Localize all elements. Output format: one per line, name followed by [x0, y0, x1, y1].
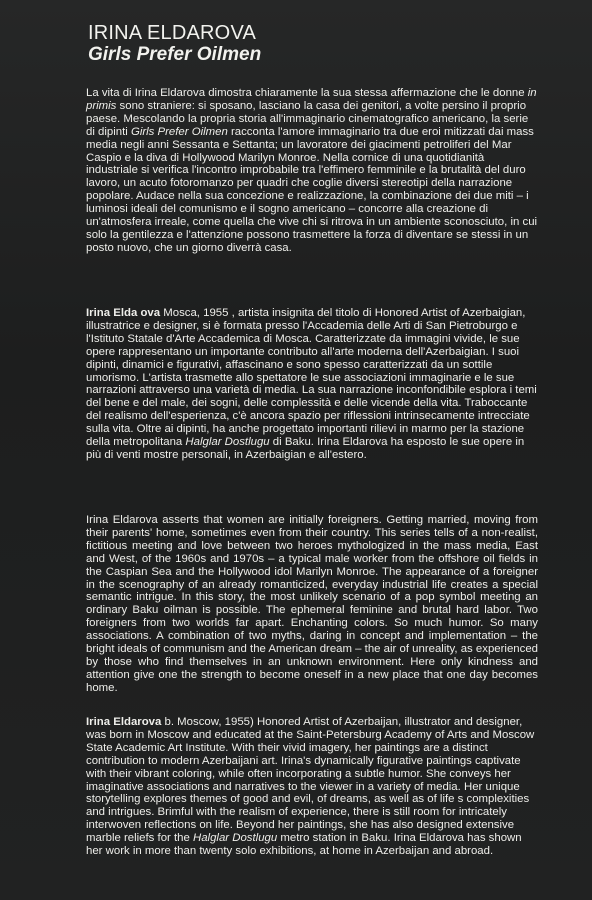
english-bio-paragraph: [86, 716, 538, 858]
it-intro-text-1: La vita di Irina Eldarova dimostra chiaramente la sua stessa affermazione che le donne: [86, 87, 528, 99]
series-subtitle: Girls Prefer Oilmen: [88, 44, 262, 65]
it-bio-text-1: Mosca, 1955 , artista insignita del titolo di Honored Artist of Azerbaigian, illustratrice e designer, si è formata presso l'Accademia delle Arti di San Pietroburgo e l'Istituto Statale d'Arte Accademica di Mosca. Caratterizzate da immagini vivide, le sue opere rappresentano un importante contributo all'arte moderna dell'Azerbaigian. I suoi dipinti, dinamici e figurativi, affascinano e sono spesso caratterizzati da un sottile umorismo. L'artista trasmette allo spettatore le sue associazioni immaginarie e le sue narrazioni attraverso una varietà di media. La sua narrazione inconfondibile esplora i temi del bene e del male, dei sogni, delle complessità e delle vicende della vita. Traboccante del realismo dell'esperienza, c'è ancora spazio per riflessioni intrinsecamente intrecciate sulla vita. Oltre ai dipinti, ha anche progettato importanti rilievi in marmo per la stazione della metropolitana: [86, 307, 537, 449]
italian-intro-paragraph: [86, 87, 538, 255]
en-bio-metro-name: Halglar Dostlugu: [193, 832, 278, 845]
artist-name-title: IRINA ELDAROVA: [88, 22, 257, 44]
en-bio-text-1: b. Moscow, 1955) Honored Artist of Azerbaijan, illustrator and designer, was born in Moscow and educated at the Saint-Petersburg Academy of Arts and Moscow State Academic Art Institute. With their vivid imagery, her paintings are a distinct contribution to modern Azerbaijani art. Irina's dynamically figurative paintings captivate with their vibrant coloring, while often incorporating a subtle humor. She conveys her imaginative associations and narratives to the viewer in a variety of media. Her unique storytelling explores themes of good and evil, of dreams, as well as of life s complexities and intrigues. Brimful with the realism of experience, there is still room for intricately interwoven reflections on life. Beyond her paintings, she has also designed extensive marble reliefs for the: [86, 716, 535, 845]
it-bio-name: Irina Elda ova: [86, 307, 161, 319]
it-intro-text-2: sono straniere: si sposano, lasciano la casa dei genitori, a volte persino il proprio paese. Mescolando la propria storia all'immaginario cinematografico americano, la serie di dipinti: [86, 99, 529, 138]
it-intro-italic-1: in primis: [86, 87, 537, 112]
it-intro-series-title: Girls Prefer Oilmen: [130, 125, 228, 138]
it-bio-text-2: di Baku. Irina Eldarova ha esposto le sue opere in più di venti mostre personali, in Azerbaigian e all'estero.: [86, 436, 525, 461]
it-bio-metro-name: Halglar Dostlugu: [185, 436, 270, 449]
italian-bio-paragraph: [86, 307, 538, 462]
english-intro-paragraph: Irina Eldarova asserts that women are initially foreigners. Getting married, moving from their parents' home, sometimes even from their country. This series tells of a non-realist, fictitious meeting and love between two heroes mythologized in the mass media, East and West, of the 1960s and 1970s – a typical male worker from the offshore oil fields in the Caspian Sea and the Hollywood idol Marilyn Monroe. The appearance of a foreigner in the scenography of an already romanticized, everyday industrial life creates a special semantic intrigue. In this story, the most unlikely scenario of a pop symbol meeting an ordinary Baku oilman is possible. The ephemeral feminine and brutal hard labor. Two foreigners from two worlds far apart. Enchanting colors. So much humor. So many associations. A combination of two myths, daring in concept and implementation – the bright ideals of communism and the American dream – the air of unreality, as experienced by those who find themselves in an unknown environment. Here only kindness and attention give one the strength to become oneself in a new place that one day becomes home.: [86, 514, 538, 694]
en-bio-text-2: metro station in Baku. Irina Eldarova has shown her work in more than twenty solo exhibitions, at home in Azerbaijan and abroad.: [86, 832, 522, 858]
en-bio-name: Irina Eldarova: [86, 716, 162, 728]
it-intro-text-3: racconta l'amore immaginario tra due eroi mitizzati dai mass media negli anni Sessanta e Settanta; un lavoratore dei giacimenti petroliferi del Mar Caspio e la diva di Hollywood Marilyn Monroe. Nella cornice di una quotidianità industriale si verifica l'incontro improbabile tra l'effimero femminile e la brutalità del duro lavoro, un acuto fotoromanzo per quadri che coglie diversi stereotipi della narrazione popolare. Audace nella sua concezione e realizzazione, la combinazione dei due miti – i luminosi ideali del comunismo e il sogno americano – concorre alla creazione di un'atmosfera irreale, come quella che vive chi si ritrova in un ambiente sconosciuto, in cui solo la gentilezza e l'attenzione possono trasmettere la forza di diventare se stessi in un posto nuovo, che un giorno diverrà casa.: [86, 125, 538, 254]
